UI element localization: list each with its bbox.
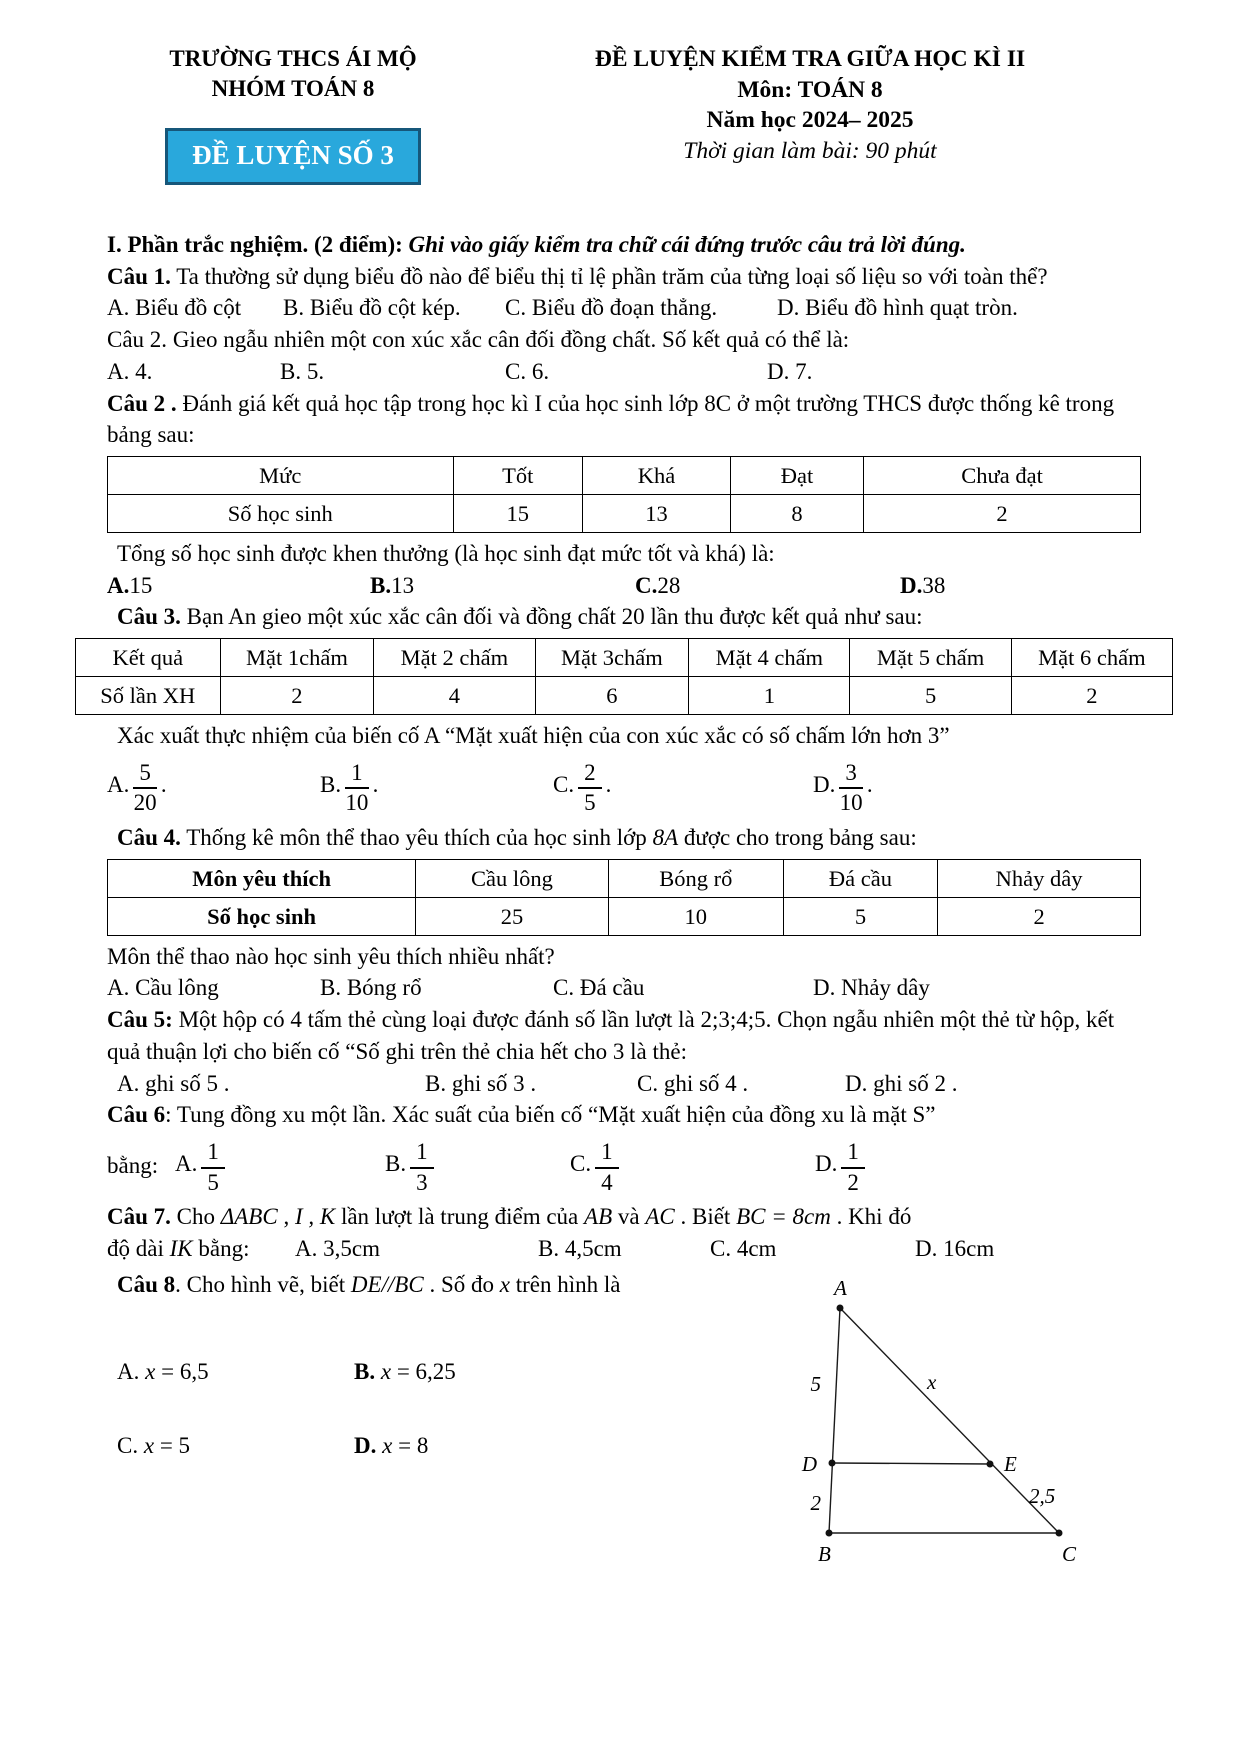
- option-text: 15: [129, 572, 153, 598]
- option-d: [815, 1138, 1141, 1194]
- option-letter: A.: [117, 1359, 140, 1385]
- point-d: [829, 1459, 836, 1466]
- question-7-option-grid: [295, 1233, 1141, 1265]
- option-d: [813, 759, 1141, 815]
- question-6-label: Câu 6: [107, 1102, 166, 1128]
- option-c: [635, 570, 900, 602]
- option-letter: C.: [117, 1432, 139, 1458]
- table-header-row: [76, 639, 1173, 677]
- sport-table: [107, 859, 1141, 936]
- grade-table: [107, 456, 1141, 533]
- option-c: [117, 1430, 354, 1462]
- prefix-text: độ dài: [107, 1235, 170, 1261]
- table-row-label: Số học sinh: [108, 897, 416, 935]
- option-value: = 8: [392, 1432, 429, 1458]
- math-var-x: x: [143, 1432, 155, 1458]
- option-d: [354, 1430, 637, 1462]
- question-4-question: Môn thể thao nào học sinh yêu thích nhiều nhất?: [107, 943, 555, 969]
- option-suffix: .: [372, 772, 379, 798]
- option-a: [175, 1138, 385, 1194]
- math-de-parallel-bc: DE//BC: [350, 1271, 424, 1297]
- question-1: [107, 261, 1141, 293]
- side-ab: [829, 1308, 840, 1533]
- table-header-cell: Môn yêu thích: [108, 859, 416, 897]
- question-4-text: Thống kê môn thể thao yêu thích của học sinh lớp: [180, 824, 653, 850]
- math-points-ik: I , K: [294, 1204, 336, 1230]
- numerator: 5: [133, 759, 157, 789]
- table-row: [108, 897, 1141, 935]
- option-letter: C.: [570, 1151, 592, 1177]
- option-letter: B.: [385, 1151, 407, 1177]
- option-a: [117, 1356, 354, 1388]
- table-header-cell: Mặt 2 chấm: [374, 639, 535, 677]
- school-year: Năm học 2024– 2025: [706, 107, 914, 134]
- question-8-text: . Số đo: [423, 1271, 500, 1297]
- fraction: [839, 759, 863, 815]
- question-2b-options: [107, 570, 1141, 602]
- point-c: [1056, 1529, 1063, 1536]
- table-header-row: [108, 859, 1141, 897]
- length-ec: 2,5: [1029, 1483, 1056, 1508]
- table-header-cell: Tốt: [453, 456, 583, 494]
- table-cell: 5: [850, 677, 1011, 715]
- exam-number-label: ĐỀ LUYỆN SỐ 3: [192, 139, 394, 170]
- option-c: C. 4cm: [710, 1235, 777, 1261]
- school-name: TRƯỜNG THCS ÁI MỘ: [169, 46, 417, 71]
- math-var-x: x: [145, 1359, 156, 1385]
- question-3-question: Xác xuất thực nhiệm của biến cố A “Mặt xuất hiện của con xúc xắc có số chấm lớn hơn 3”: [117, 723, 950, 749]
- table-cell: 5: [783, 897, 938, 935]
- question-1-label: Câu 1.: [107, 263, 171, 289]
- question-4-label: Câu 4.: [117, 824, 181, 850]
- option-b: [320, 759, 553, 815]
- option-suffix: .: [866, 772, 873, 798]
- option-c: C. ghi số 4 .: [637, 1070, 749, 1096]
- exam-subject: Môn: TOÁN 8: [737, 76, 883, 103]
- option-letter: B.: [354, 1359, 376, 1385]
- table-header-cell: Đạt: [730, 456, 863, 494]
- question-8-block: [107, 1269, 1141, 1575]
- question-8-figure: [707, 1275, 1141, 1575]
- question-2b-question: Tổng số học sinh được khen thưởng (là học sinh đạt mức tốt và khá) là:: [117, 540, 775, 566]
- question-2a-text: Gieo ngẫu nhiên một con xúc xắc cân đối đồng chất. Số kết quả có thể là:: [167, 327, 850, 353]
- question-2a: [107, 324, 1141, 356]
- question-6-option-grid: [175, 1138, 1141, 1194]
- question-4-options: [107, 972, 1141, 1004]
- table-header-cell: Mặt 6 chấm: [1011, 639, 1172, 677]
- math-var-x: x: [380, 1359, 392, 1385]
- question-8-text: trên hình là: [509, 1271, 621, 1297]
- table-cell: 2: [938, 897, 1141, 935]
- math-bc-length: BC = 8cm: [736, 1204, 831, 1230]
- question-2b: [107, 388, 1141, 451]
- table-header-cell: Cầu lông: [416, 859, 609, 897]
- option-value: = 5: [154, 1432, 191, 1458]
- option-c: C. Đá cầu: [553, 975, 645, 1001]
- table-cell: 2: [220, 677, 374, 715]
- option-d: D. Nhảy dây: [813, 975, 930, 1001]
- table-row: [108, 494, 1141, 532]
- table-cell: 2: [864, 494, 1141, 532]
- table-cell: 8: [730, 494, 863, 532]
- table-header-cell: Chưa đạt: [864, 456, 1141, 494]
- option-d: [900, 570, 1141, 602]
- section-heading-bold: I. Phần trắc nghiệm. (2 điểm):: [107, 231, 403, 257]
- question-7-text: lần lượt là trung điểm của: [335, 1204, 585, 1230]
- question-5-text: Một hộp có 4 tấm thẻ cùng loại được đánh số lần lượt là 2;3;4;5. Chọn ngẫu nhiên một thẻ từ hộp, kết quả thuận lợi cho biến cố “Số ghi trên thẻ chia hết cho 3 là thẻ:: [107, 1007, 1115, 1064]
- point-b: [826, 1529, 833, 1536]
- option-c: [553, 759, 813, 815]
- question-3-options: [107, 754, 1141, 820]
- numerator: 1: [410, 1138, 434, 1168]
- option-letter: D.: [354, 1432, 377, 1458]
- denominator: 2: [847, 1169, 859, 1195]
- option-b: [385, 1138, 570, 1194]
- point-a: [837, 1304, 844, 1311]
- label-a: A: [834, 1275, 847, 1300]
- question-8-label: Câu 8: [117, 1271, 176, 1297]
- denominator: 10: [345, 790, 369, 816]
- table-cell: 13: [583, 494, 731, 532]
- question-7-text: Cho: [170, 1204, 221, 1230]
- option-a: A. ghi số 5 .: [117, 1070, 230, 1096]
- option-letter: A.: [107, 772, 130, 798]
- option-b: B. Bóng rổ: [320, 975, 422, 1001]
- prefix-text: bằng:: [192, 1235, 250, 1261]
- math-segment-ab: AB: [584, 1204, 613, 1230]
- option-value: = 6,25: [391, 1359, 456, 1385]
- fraction: [345, 759, 369, 815]
- denominator: 5: [584, 790, 596, 816]
- denominator: 20: [133, 790, 157, 816]
- table-row: [76, 677, 1173, 715]
- option-b: B. 4,5cm: [538, 1235, 622, 1261]
- option-letter: B.: [320, 772, 342, 798]
- table-header-cell: Kết quả: [76, 639, 221, 677]
- question-8-left: [107, 1269, 707, 1575]
- question-3-text: Bạn An gieo một xúc xắc cân đối và đồng chất 20 lần thu được kết quả như sau:: [180, 604, 923, 630]
- option-a: A. 3,5cm: [295, 1235, 380, 1261]
- option-a: A. 4.: [107, 358, 153, 384]
- option-letter: D.: [813, 772, 836, 798]
- question-5-options: [107, 1068, 1141, 1100]
- math-var-x: x: [382, 1432, 393, 1458]
- question-6-prefix: bằng:: [107, 1153, 159, 1179]
- dice-table: [75, 638, 1173, 715]
- option-d: D. Biểu đồ hình quạt tròn.: [777, 295, 1018, 321]
- math-triangle-abc: ΔABC: [220, 1204, 278, 1230]
- option-d: D. 7.: [767, 358, 813, 384]
- option-letter: B.: [370, 572, 392, 598]
- question-5: [107, 1004, 1141, 1067]
- denominator: 5: [207, 1169, 219, 1195]
- length-ad: 5: [810, 1371, 821, 1396]
- option-letter: C.: [635, 572, 658, 598]
- length-db: 2: [810, 1490, 821, 1515]
- option-a: [107, 570, 370, 602]
- section-heading-italic: Ghi vào giấy kiểm tra chữ cái đứng trước câu trả lời đúng.: [402, 231, 966, 257]
- table-header-cell: Mặt 3chấm: [535, 639, 689, 677]
- exam-title: ĐỀ LUYỆN KIỂM TRA GIỮA HỌC KÌ II: [594, 46, 1026, 72]
- option-suffix: .: [160, 772, 167, 798]
- question-6: [107, 1099, 1141, 1131]
- question-3-label: Câu 3.: [117, 604, 181, 630]
- fraction: [841, 1138, 865, 1194]
- question-5-label: Câu 5:: [107, 1007, 173, 1033]
- label-d: D: [801, 1451, 817, 1476]
- table-header-cell: Mặt 1chấm: [220, 639, 374, 677]
- group-name: NHÓM TOÁN 8: [211, 75, 375, 101]
- segment-de: [832, 1463, 990, 1464]
- numerator: 3: [839, 759, 863, 789]
- math-segment-ac: AC: [645, 1204, 675, 1230]
- option-a: A. Cầu lông: [107, 975, 219, 1001]
- table-cell: 2: [1011, 677, 1172, 715]
- table-cell: 4: [374, 677, 535, 715]
- table-row-label: Số lần XH: [76, 677, 221, 715]
- table-header-cell: Mặt 4 chấm: [689, 639, 850, 677]
- table-header-cell: Mức: [108, 456, 454, 494]
- option-d: D. ghi số 2 .: [845, 1070, 958, 1096]
- question-8-options: [107, 1356, 637, 1461]
- option-letter: D.: [815, 1151, 838, 1177]
- option-b: B. ghi số 3 .: [425, 1070, 537, 1096]
- exam-duration: Thời gian làm bài: 90 phút: [683, 137, 937, 164]
- table-header-cell: Bóng rổ: [608, 859, 783, 897]
- header: [107, 44, 1141, 185]
- numerator: 1: [201, 1138, 225, 1168]
- option-text: 38: [922, 572, 946, 598]
- option-d: D. 16cm: [915, 1235, 995, 1261]
- question-7: [107, 1201, 1141, 1233]
- section-heading: [107, 229, 1141, 261]
- math-class-name: 8A: [652, 824, 679, 850]
- exam-number-box: [165, 128, 421, 185]
- option-b: B. 5.: [280, 358, 325, 384]
- option-text: 13: [391, 572, 415, 598]
- question-2b-text: Đánh giá kết quả học tập trong học kì I của học sinh lớp 8C ở một trường THCS được thống kê trong bảng sau:: [107, 390, 1115, 448]
- side-ac: [840, 1308, 1059, 1533]
- fraction: [410, 1138, 434, 1194]
- math-segment-ik: IK: [169, 1235, 193, 1261]
- question-6-text: : Tung đồng xu một lần. Xác suất của biến cố “Mặt xuất hiện của đồng xu là mặt S”: [165, 1102, 936, 1128]
- point-e: [987, 1460, 994, 1467]
- math-var-x: x: [499, 1271, 510, 1297]
- option-c: C. Biểu đồ đoạn thẳng.: [505, 295, 718, 321]
- label-e: E: [1004, 1451, 1017, 1476]
- option-letter: A.: [107, 572, 130, 598]
- question-2a-options: [107, 356, 1141, 388]
- table-cell: 15: [453, 494, 583, 532]
- option-c: [570, 1138, 815, 1194]
- table-row-label: Số học sinh: [108, 494, 454, 532]
- table-header-cell: Mặt 5 chấm: [850, 639, 1011, 677]
- table-cell: 10: [608, 897, 783, 935]
- label-c: C: [1062, 1541, 1077, 1566]
- question-2b-label: Câu 2 .: [107, 390, 177, 416]
- question-6-options: [107, 1133, 1141, 1199]
- option-letter: D.: [900, 572, 923, 598]
- fraction: [201, 1138, 225, 1194]
- fraction: [578, 759, 602, 815]
- question-3: [107, 601, 1141, 633]
- question-4: [107, 822, 1141, 854]
- table-header-cell: Khá: [583, 456, 731, 494]
- denominator: 10: [839, 790, 863, 816]
- label-b: B: [818, 1541, 831, 1566]
- table-header-row: [108, 456, 1141, 494]
- question-7-label: Câu 7.: [107, 1204, 171, 1230]
- school-block: [107, 44, 479, 185]
- question-7-text: và: [612, 1204, 646, 1230]
- denominator: 3: [416, 1169, 428, 1195]
- question-4-text: được cho trong bảng sau:: [678, 824, 917, 850]
- numerator: 1: [841, 1138, 865, 1168]
- question-8: [107, 1269, 707, 1301]
- fraction: [595, 1138, 619, 1194]
- option-b: [370, 570, 635, 602]
- numerator: 2: [578, 759, 602, 789]
- table-cell: 6: [535, 677, 689, 715]
- option-b: B. Biểu đồ cột kép.: [283, 295, 461, 321]
- numerator: 1: [345, 759, 369, 789]
- question-7-text: . Khi đó: [830, 1204, 912, 1230]
- option-c: C. 6.: [505, 358, 550, 384]
- triangle-figure: [707, 1275, 1127, 1575]
- question-7-text: . Biết: [674, 1204, 737, 1230]
- numerator: 1: [595, 1138, 619, 1168]
- question-7-text: ,: [277, 1204, 295, 1230]
- question-7-options: [107, 1233, 1141, 1265]
- option-b: [354, 1356, 637, 1388]
- table-cell: 25: [416, 897, 609, 935]
- length-ae: x: [927, 1369, 937, 1394]
- table-header-cell: Nhảy dây: [938, 859, 1141, 897]
- question-1-text: Ta thường sử dụng biểu đồ nào để biểu thị tỉ lệ phần trăm của từng loại số liệu so với toàn thể?: [170, 263, 1048, 289]
- denominator: 4: [601, 1169, 613, 1195]
- question-2a-label: Câu 2.: [107, 327, 168, 353]
- option-value: = 6,5: [155, 1359, 209, 1385]
- option-a: A. Biểu đồ cột: [107, 295, 242, 321]
- option-a: [107, 759, 320, 815]
- table-cell: 1: [689, 677, 850, 715]
- option-letter: A.: [175, 1151, 198, 1177]
- option-letter: C.: [553, 772, 575, 798]
- question-1-options: [107, 292, 1141, 324]
- title-block: [479, 44, 1141, 166]
- option-suffix: .: [605, 772, 612, 798]
- option-text: 28: [657, 572, 681, 598]
- question-7-option-prefix: [107, 1233, 295, 1265]
- table-header-cell: Đá cầu: [783, 859, 938, 897]
- fraction: [133, 759, 157, 815]
- question-8-text: . Cho hình vẽ, biết: [175, 1271, 351, 1297]
